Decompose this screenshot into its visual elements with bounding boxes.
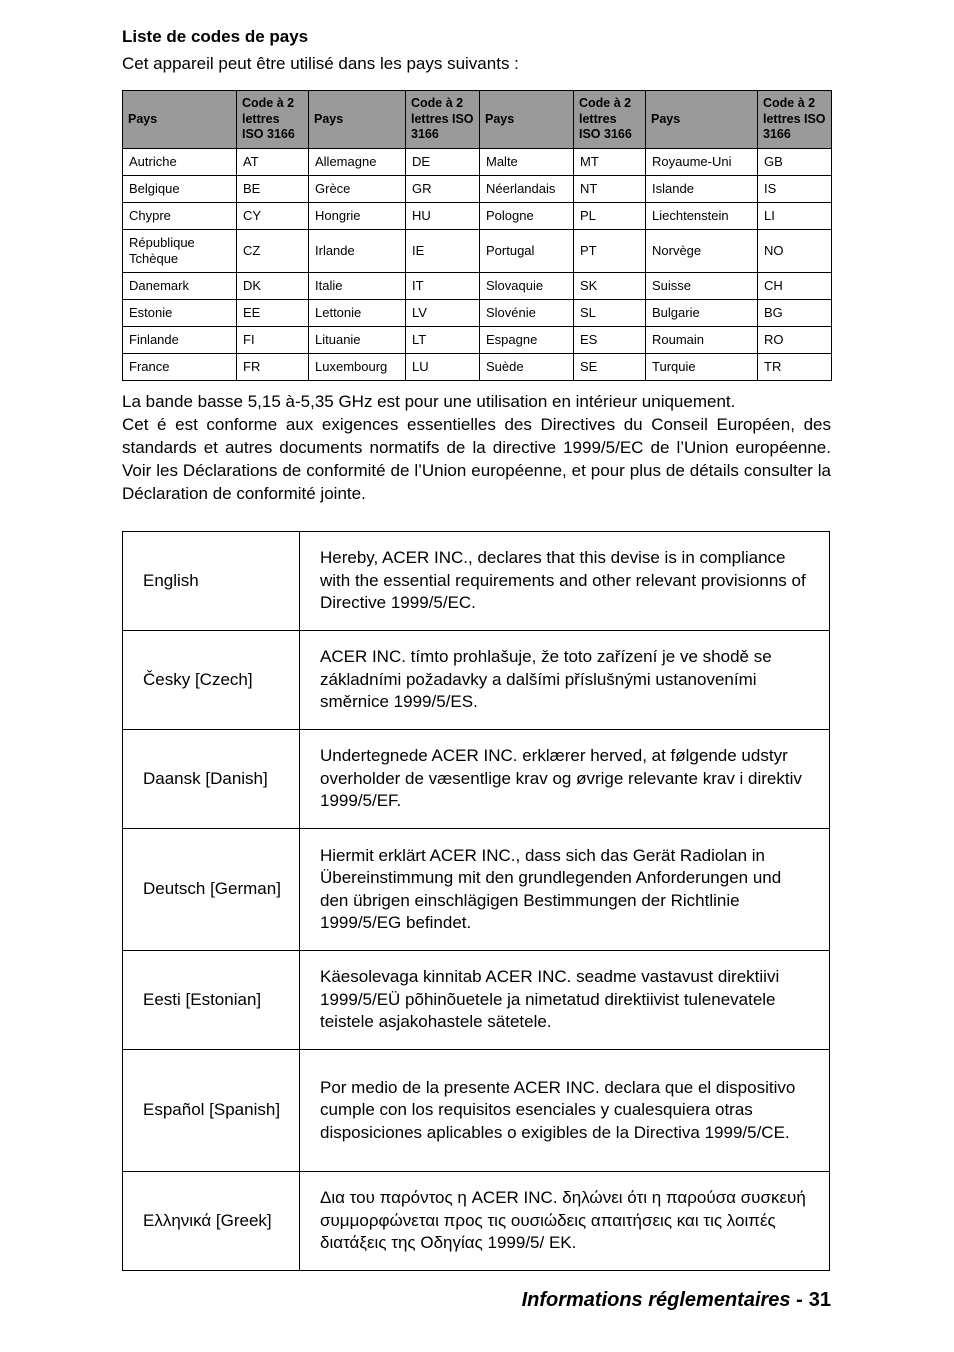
country-code-cell: BE <box>237 176 309 203</box>
country-name-cell: Hongrie <box>309 203 406 230</box>
compliance-notes <box>122 390 831 505</box>
country-name-cell: Néerlandais <box>480 176 574 203</box>
country-code-cell: LV <box>406 300 480 327</box>
declaration-row <box>123 1172 830 1271</box>
country-name-cell: France <box>123 354 237 381</box>
header-cell: Code à 2 lettres ISO 3166 <box>758 91 832 149</box>
country-code-cell: FR <box>237 354 309 381</box>
table-row <box>123 354 832 381</box>
country-code-cell: PL <box>574 203 646 230</box>
declaration-text: Por medio de la presente ACER INC. declara que el dispositivo cumple con los requisitos esenciales y cualesquiera otras disposiciones aplicables o exigibles de la Directiva 1999/5/CE. <box>300 1050 830 1172</box>
declaration-language: Eesti [Estonian] <box>123 951 300 1050</box>
country-name-cell: Islande <box>646 176 758 203</box>
country-code-cell: HU <box>406 203 480 230</box>
declaration-text: Hiermit erklärt ACER INC., dass sich das Gerät Radiolan in Übereinstimmung mit den grundlegenden Anforderungen und den übrigen einschlägigen Bestimmungen der Richtlinie 1999/5/EG befindet. <box>300 829 830 951</box>
country-name-cell: Italie <box>309 273 406 300</box>
country-code-cell: BG <box>758 300 832 327</box>
declaration-row <box>123 631 830 730</box>
country-name-cell: Turquie <box>646 354 758 381</box>
declaration-text: Hereby, ACER INC., declares that this devise is in compliance with the essential requirements and other relevant provisionns of Directive 1999/5/EC. <box>300 532 830 631</box>
country-name-cell: Allemagne <box>309 149 406 176</box>
table-row <box>123 149 832 176</box>
header-cell: Pays <box>309 91 406 149</box>
country-name-cell: Espagne <box>480 327 574 354</box>
country-name-cell: Norvège <box>646 230 758 273</box>
table-row <box>123 230 832 273</box>
country-name-cell: Luxembourg <box>309 354 406 381</box>
country-code-cell: ES <box>574 327 646 354</box>
country-name-cell: Chypre <box>123 203 237 230</box>
country-name-cell: Estonie <box>123 300 237 327</box>
country-name-cell: Bulgarie <box>646 300 758 327</box>
country-name-cell: Irlande <box>309 230 406 273</box>
country-code-cell: GR <box>406 176 480 203</box>
declaration-language: English <box>123 532 300 631</box>
country-code-cell: NO <box>758 230 832 273</box>
declaration-language: Deutsch [German] <box>123 829 300 951</box>
header-cell: Pays <box>646 91 758 149</box>
country-name-cell: Slovénie <box>480 300 574 327</box>
declaration-text: Käesolevaga kinnitab ACER INC. seadme vastavust direktiivi 1999/5/EÜ põhinõuetele ja nimetatud direktiivist tulenevatele teistele asjakohastele sätetele. <box>300 951 830 1050</box>
country-name-cell: Suisse <box>646 273 758 300</box>
country-code-cell: IS <box>758 176 832 203</box>
country-name-cell: République Tchèque <box>123 230 237 273</box>
table-header-row <box>123 91 832 149</box>
footer-section-title: Informations réglementaires - <box>521 1289 803 1311</box>
country-name-cell: Finlande <box>123 327 237 354</box>
declaration-language: Ελληνικά [Greek] <box>123 1172 300 1271</box>
header-cell: Code à 2 lettres ISO 3166 <box>237 91 309 149</box>
country-code-cell: MT <box>574 149 646 176</box>
header-cell: Pays <box>123 91 237 149</box>
country-code-cell: CY <box>237 203 309 230</box>
country-name-cell: Malte <box>480 149 574 176</box>
country-code-cell: DE <box>406 149 480 176</box>
declaration-row <box>123 951 830 1050</box>
country-code-cell: SE <box>574 354 646 381</box>
country-name-cell: Pologne <box>480 203 574 230</box>
table-row <box>123 203 832 230</box>
declaration-text: Δια του παρόντος η ACER INC. δηλώνει ότι η παρούσα συσκευή συμμορφώνεται προς τις ουσιώδεις απαιτήσεις και τις λοιπές διατάξεις της Οδηγίας 1999/5/ ΕΚ. <box>300 1172 830 1271</box>
header-cell: Code à 2 lettres ISO 3166 <box>406 91 480 149</box>
table-row <box>123 176 832 203</box>
intro-text: Cet appareil peut être utilisé dans les pays suivants : <box>122 54 519 73</box>
section-heading: Liste de codes de pays <box>122 27 309 46</box>
declaration-row <box>123 532 830 631</box>
country-code-cell: LT <box>406 327 480 354</box>
country-code-cell: PT <box>574 230 646 273</box>
country-code-cell: AT <box>237 149 309 176</box>
declaration-row <box>123 1050 830 1172</box>
country-name-cell: Grèce <box>309 176 406 203</box>
country-name-cell: Danemark <box>123 273 237 300</box>
country-code-cell: GB <box>758 149 832 176</box>
directive-note: Cet é est conforme aux exigences essentielles des Directives du Conseil Européen, des standards et autres documents normatifs de la directive 1999/5/EC de l’Union européenne. Voir les Déclarations de conformité de l’Union européenne, et pour plus de détails consulter la Déclaration de conformité jointe. <box>122 415 831 503</box>
country-code-cell: SK <box>574 273 646 300</box>
country-code-cell: DK <box>237 273 309 300</box>
table-row <box>123 327 832 354</box>
country-code-cell: NT <box>574 176 646 203</box>
declaration-language: Español [Spanish] <box>123 1050 300 1172</box>
country-code-cell: TR <box>758 354 832 381</box>
country-code-cell: LU <box>406 354 480 381</box>
country-name-cell: Slovaquie <box>480 273 574 300</box>
declaration-text: ACER INC. tímto prohlašuje, že toto zařízení je ve shodě se základními požadavky a dalšími příslušnými ustanoveními směrnice 1999/5/ES. <box>300 631 830 730</box>
declaration-table <box>122 531 830 1271</box>
header-cell: Pays <box>480 91 574 149</box>
country-code-cell: IT <box>406 273 480 300</box>
country-name-cell: Roumain <box>646 327 758 354</box>
country-code-cell: IE <box>406 230 480 273</box>
frequency-note: La bande basse 5,15 à-5,35 GHz est pour une utilisation en intérieur uniquement. <box>122 392 736 411</box>
country-code-cell: FI <box>237 327 309 354</box>
country-code-cell: SL <box>574 300 646 327</box>
country-code-cell: CH <box>758 273 832 300</box>
country-name-cell: Suède <box>480 354 574 381</box>
declaration-row <box>123 829 830 951</box>
country-code-cell: CZ <box>237 230 309 273</box>
page-number: 31 <box>808 1289 831 1311</box>
declaration-text: Undertegnede ACER INC. erklærer herved, at følgende udstyr overholder de væsentlige krav og øvrige relevante krav i direktiv 1999/5/EF. <box>300 730 830 829</box>
country-name-cell: Autriche <box>123 149 237 176</box>
declaration-row <box>123 730 830 829</box>
country-name-cell: Portugal <box>480 230 574 273</box>
country-name-cell: Lituanie <box>309 327 406 354</box>
header-cell: Code à 2 lettres ISO 3166 <box>574 91 646 149</box>
country-name-cell: Belgique <box>123 176 237 203</box>
table-row <box>123 300 832 327</box>
country-code-cell: LI <box>758 203 832 230</box>
country-code-table <box>122 90 832 381</box>
country-code-cell: EE <box>237 300 309 327</box>
country-code-cell: RO <box>758 327 832 354</box>
country-name-cell: Liechtenstein <box>646 203 758 230</box>
page-footer <box>522 1289 831 1312</box>
table-row <box>123 273 832 300</box>
country-name-cell: Royaume-Uni <box>646 149 758 176</box>
country-name-cell: Lettonie <box>309 300 406 327</box>
declaration-language: Česky [Czech] <box>123 631 300 730</box>
declaration-language: Daansk [Danish] <box>123 730 300 829</box>
